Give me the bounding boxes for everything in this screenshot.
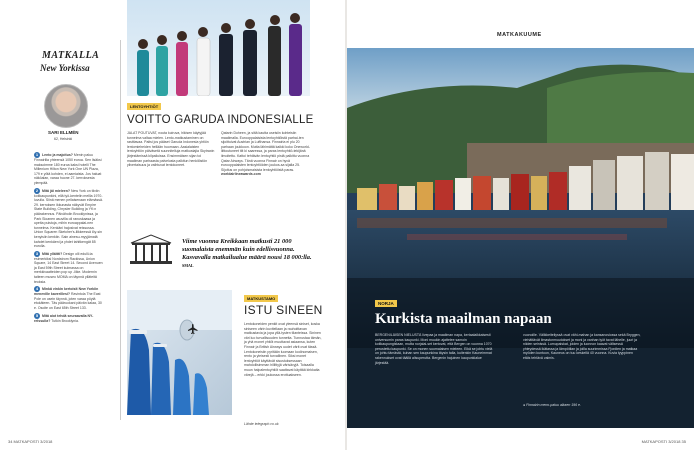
pull-quote bbox=[182, 238, 316, 270]
garuda-link[interactable]: worldairlineawards.com bbox=[221, 172, 261, 177]
right-page bbox=[347, 0, 694, 450]
person-age: 62, Helsinki bbox=[54, 137, 73, 141]
bergen-title: Kurkista maailman napaan bbox=[375, 311, 552, 327]
crew-illustration bbox=[127, 0, 310, 96]
left-footer: 34 MATKAPOSTI 3/2018 bbox=[8, 439, 53, 444]
sidebar bbox=[0, 0, 120, 450]
q2-number: 2 bbox=[35, 187, 39, 193]
temple-illustration bbox=[128, 233, 174, 267]
q5-title: Mitä aiot tehdä seuraavalla NY-reissulla? bbox=[34, 313, 94, 323]
q4-title: Minkä vinkin kertoisit New Yorkiin meneville kaverillesi? bbox=[34, 287, 99, 297]
garuda-tag: LENTOYHTIÖT bbox=[127, 103, 161, 110]
airplane-seats-photo bbox=[127, 290, 232, 415]
column-divider bbox=[120, 40, 121, 420]
airplane-icon bbox=[186, 322, 200, 334]
sidebar-title-1: MATKALLA bbox=[42, 50, 100, 61]
q1-title: Lento ja majoitus? bbox=[42, 153, 73, 157]
istu-body: Lentokoneiden penkit ovat yleensä siniset, koska siniseen värin kuvitellaan ja rauhoittavan matkustavia ja jopa yllä-tysten tilanteissa. Sininen väri luo turvallisuuden tunnetta. Tunnustaa tämän, ja yhä monet yhtiöt muuttavat asiaansa, kuten Finnair ja British Airways uudet värit ovat tässä. Lentokoneisiin pyritään luomaan kodinomaisen, rento ja yleisesti turvallinen. Siksi monet lentoyhtiöt käyttävät sisustuksessaan mahdollisimman hillittyjä värisävyjä. Toisaalla muun halpalentoyhtiöt saattavat käyttää kirkkaita värejä – erkki joukossa erottuakseen. bbox=[244, 322, 322, 377]
q3-title: Mitä ylläitti? bbox=[42, 251, 63, 256]
bergen-photo bbox=[347, 48, 694, 348]
bergen-caption: ● Finnairin meno-paluu alkaen 196 e. bbox=[523, 403, 581, 407]
right-footer: MATKAPOSTI 3/2018 35 bbox=[641, 439, 686, 444]
bergen-col-2: vuonoille. Välikkeiteilyssä ovat vähi-mahan ja kansanosiossa sekä Bryggen, viehättävät ilmastonmuutokset ja moni ja vanhan työt tavat lähelle, juuri ja niiden seinissä. Lumupaiskat, joiden ja luonnon kaavat välisessä yhteydessä ikätassa ja lämpötilan ja joilla suurimmissa Fjordien ja matkaa myöden kuntoon, Kauneus on tuu keskellä 40 vuonna. Kuvia tyyppinen etäis tehtävä valmis. bbox=[523, 333, 641, 360]
left-page bbox=[0, 0, 345, 450]
q4-number: 4 bbox=[35, 286, 39, 292]
crew-photo bbox=[127, 0, 310, 96]
q4-body: Ravintola The East Pole on usein täynnä, joten varaa pöytä etukäteen. Täs pääruokani päivän kalaa, 30 e. Osoite on East 65th Street 133. bbox=[34, 292, 102, 311]
section-header: MATKAKUUME bbox=[497, 32, 542, 38]
q3-number: 3 bbox=[35, 250, 39, 256]
q5-number: 5 bbox=[35, 312, 39, 318]
q2-body: New York on tiiviin kotikaupunkini, ellä työ-kentelin mellla 1970-luvulla. Siinä menen pellaisenaan elämässä. 29. kerroksen ikkunasta näkyvät Empire State Building, Chrysler Building ja YK:n päärakennus. Päiväholin Brooklynissa, ja Park Sloanen asuvilla oli ranuskaasa ja upeita puistoja, mihin euroappalai-nen tunnelma. Kenkäni hajosivat reissussa. Union Squaren Sketcher's-liikkeessä löy-sin kenyisiin kenkiin. Sain ainesu-myyjämatä kahdet kenkäeni ja yhdet tahitkengät 85 eurolla. bbox=[34, 188, 103, 249]
bergen-caption-text: Finnairin meno-paluu alkaen 196 e. bbox=[526, 403, 581, 407]
norja-tag: NORJA bbox=[375, 300, 397, 307]
temple-icon bbox=[128, 233, 174, 267]
avatar bbox=[44, 84, 88, 128]
garuda-col-1: JALAT POUTUVAT, nouta kuiruva, hikisen käytyjää tunnelma valtaa mielen. Lento-matkustaminen on rasittavaa. Paitsi jos pääset Garuda Indonesia yhtiön lentomieheiden hellään huomaan. Aasialaisten lentoyhtiön päiväsetä suunnitelluja matkustajia Skytraxin järjestämissä kilpailuissa. Ensimmäisen sijan toi maailman parhaasta palvelusta palkitun henkilöstön ylivertaisuus ja vaihtuvat lentokoneet. bbox=[127, 131, 215, 168]
istu-title: ISTU SINEEN bbox=[244, 303, 323, 317]
bergen-harbour-illustration bbox=[347, 48, 694, 348]
q3-body: Design olli edulli-ta esimerkiksi Nordstrom Rackissa, Union Square, 14 East Street 14. Second Avenuen ja East 59th Street kulmassa on merkkivaatteiden pop up -liike. Modernin taiteen museo MOMA on täynnä ylläteitä teoksia. bbox=[34, 251, 103, 284]
q2-title: Mitä jäi mieleen? bbox=[42, 188, 71, 193]
bergen-col-1: BERGENILÄISEN NIELUSTÄ livepaa ja maailman napa, kertaalaikkaisesti universumin paras kaupunki. Moni muukin ajattelee samoin kotikaupungistaan, mutta norjalai-set kertovat, että Bergen on vuonna 1070 perustettu kaupunki. Se on monen suomalaisen mieleen. Eikä se johtu vielä on johtu tämästä, kuhan sen kaupunkina täysin talla, kuitenkin Kauneimmat rakennukset ovat täällä alisuperutta. Bergenin hajuinen kaupunkialue järjestää. bbox=[375, 333, 493, 365]
person-name: SARI ELLMÉN bbox=[48, 130, 79, 135]
pull-quote-text: Viime vuonna Kreikkaan matkusti 21 000 suomalaista enemmän kuin edellisvuonna. Kasvavalla matkailualue määrä nousi 18 000:lla. bbox=[182, 238, 312, 261]
garuda-title: VOITTO GARUDA INDONESIALLE bbox=[127, 114, 314, 126]
qa-list bbox=[34, 152, 104, 323]
istu-tag: MATKUSTAMO bbox=[244, 295, 278, 302]
istu-credit: Lähde telegraph.co.uk bbox=[244, 422, 279, 426]
q1-number: 1 bbox=[35, 152, 39, 157]
garuda-col-2 bbox=[221, 131, 311, 177]
sidebar-title-2: New Yorkissa bbox=[40, 63, 90, 73]
q5-body: Tutkin Brooklynia. bbox=[51, 318, 79, 323]
seats-illustration bbox=[127, 290, 232, 415]
q1-body: Menin paluu Finnairilla yhteensä 1050 euroa. Sen lisäksi maksoimme 180 euroa kaksi hotelli The Millenium Hilton New York One UN Plaza, 179 e yötä kohden, ei aamiaista. Jos haluat näköalan, varaa huone 27. kerroksesta ylempää. bbox=[34, 153, 102, 185]
garuda-col-2-text: Qatarin Doheen, ja siitä kautta useisiin kohteisiin maailmalla. Eurooppalaisista lentoyhtiöistä parhai-ten sijoittuivat Austrian ja Lufthansa. Finnairia ei plu 20 parhaan joukkoon. Mutta lähimättä kaikki koko Oneworld-liittoutuneet tiit ki saaressa, ja paras lentoyhtiö-tekijänä ilmoitettu. Kattoi tehtävän lentoyhtiö pistä palkittu vuonna Qatar Airways. Tänä vuonna Finnair on hyvä eurooppalaisten lentoyhtiöiden joukos-sa sijalla 25. Sijoitus on pohjoismaisista lentoyhtiöistä paras. bbox=[221, 131, 310, 172]
pull-quote-cite: SMAL bbox=[182, 263, 194, 268]
